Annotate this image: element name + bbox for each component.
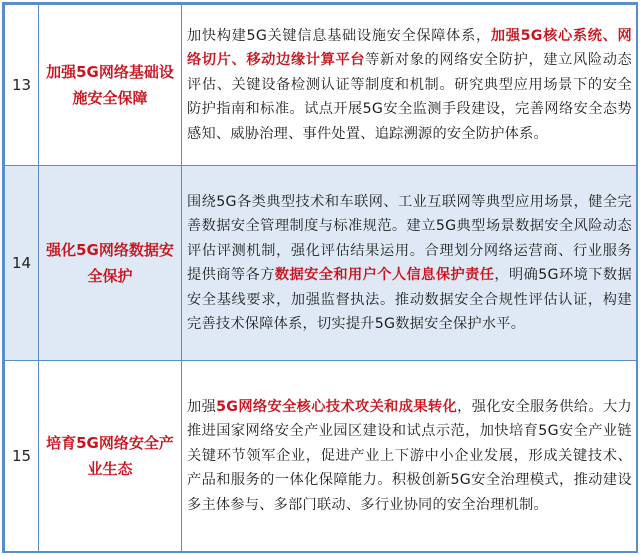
description-text: 加快构建5G关键信息基础设施安全保障体系， [187,27,491,44]
row-title: 强化5G网络数据安全保护 [39,166,182,361]
highlighted-text: 数据安全和用户个人信息保护责任 [274,267,495,283]
row-number: 13 [5,5,39,166]
row-title: 培育5G网络安全产业生态 [39,361,182,552]
row-description [182,5,637,166]
description-text: 等新对象的网络安全防护，建立风险动态评估、关键设备检测认证等制度和机制。研究典型应用场景下的安全防护指南和标准。试点开展5G安全监测手段建设，完善网络安全态势感知、威胁治理、事件处置、追踪溯源的安全防护体系。 [187,52,632,142]
row-description [182,361,637,552]
description-text: ，强化安全服务供给。大力推进国家网络安全产业园区建设和试点示范，加快培育5G安全产业链关键环节领军企业，促进产业上下游中小企业发展，形成关键技术、产品和服务的一体化保障能力。积极创新5G安全治理模式，推动建设多主体参与、多部门联动、多行业协同的安全治理机制。 [187,398,632,513]
description-text: 加强 [187,398,217,415]
row-description [182,166,637,361]
row-title: 加强5G网络基础设施安全保障 [39,5,182,166]
policy-table [4,4,637,552]
highlighted-text: 5G网络安全核心技术攻关和成果转化 [216,398,458,415]
highlighted-text: 加强5G核心系统、网络切片、移动边缘计算平台 [187,27,632,69]
table-row [5,361,637,552]
table-row [5,5,637,166]
description-text: 围绕5G各类典型技术和车联网、工业互联网等典型应用场景，健全完善数据安全管理制度与标准规范。建立5G典型场景数据安全风险动态评估评测机制，强化评估结果运用。合理划分网络运营商、行业服务提供商等各方 [187,193,632,283]
table-row [5,166,637,361]
row-number: 14 [5,166,39,361]
row-number: 15 [5,361,39,552]
description-text: ，明确5G环境下数据安全基线要求，加强监督执法。推动数据安全合规性评估认证，构建完善技术保障体系，切实提升5G数据安全保护水平。 [187,267,632,332]
policy-table-frame [2,2,638,553]
